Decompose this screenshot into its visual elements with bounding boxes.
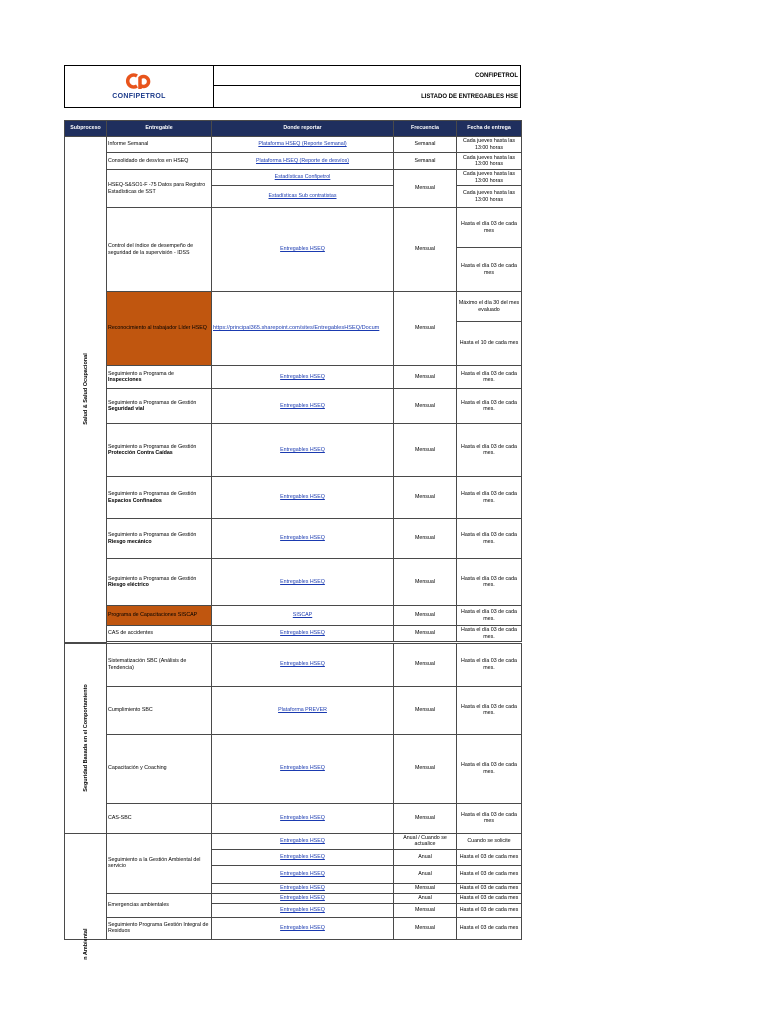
report-link[interactable]: Entregables HSEQ bbox=[212, 903, 394, 917]
fecha-cell: Hasta el 03 de cada mes bbox=[457, 883, 522, 893]
entregable-cell: CAS-SBC bbox=[107, 803, 212, 833]
table-row bbox=[65, 153, 522, 170]
frecuencia-cell: Mensual bbox=[394, 559, 457, 606]
entregable-cell: Informe Semanal bbox=[107, 137, 212, 153]
fecha-cell: Cada jueves hasta las 13:00 horas bbox=[457, 153, 522, 170]
entregable-cell: Cumplimiento SBC bbox=[107, 686, 212, 734]
table-row bbox=[65, 477, 522, 519]
frecuencia-cell: Semanal bbox=[394, 137, 457, 153]
fecha-cell: Hasta el 03 de cada mes bbox=[457, 893, 522, 903]
fecha-cell: Hasta el día 03 de cada mes. bbox=[457, 686, 522, 734]
report-link[interactable]: SISCAP bbox=[212, 606, 394, 626]
col-frecuencia: Frecuencia bbox=[394, 121, 457, 137]
fecha-cell: Hasta el día 03 de cada mes. bbox=[457, 519, 522, 559]
report-link[interactable]: Entregables HSEQ bbox=[212, 559, 394, 606]
entregable-cell: Programa de Capacitaciones SISCAP bbox=[107, 606, 212, 626]
frecuencia-cell: Mensual bbox=[394, 366, 457, 389]
fecha-cell: Hasta el día 03 de cada mes. bbox=[457, 424, 522, 477]
report-link[interactable]: Entregables HSEQ bbox=[212, 803, 394, 833]
entregable-cell: Sistematización SBC (Análisis de Tendencia) bbox=[107, 643, 212, 686]
fecha-cell: Hasta el día 03 de cada mes. bbox=[457, 559, 522, 606]
col-subproceso: Subproceso bbox=[65, 121, 107, 137]
entregable-cell: Seguimiento a Programas de Gestión Seguridad vial bbox=[107, 389, 212, 424]
table-row bbox=[65, 208, 522, 248]
entregable-cell: Seguimiento a la Gestión Ambiental del servicio bbox=[107, 833, 212, 893]
frecuencia-cell: Mensual bbox=[394, 686, 457, 734]
subprocess-ambiental: n Ambiental bbox=[65, 833, 107, 940]
frecuencia-cell: Mensual bbox=[394, 917, 457, 939]
table-row bbox=[65, 137, 522, 153]
entregable-cell: CAS de accidentes bbox=[107, 626, 212, 642]
spacer-row bbox=[65, 939, 522, 940]
table-row bbox=[65, 686, 522, 734]
table-row bbox=[65, 366, 522, 389]
report-link[interactable]: Entregables HSEQ bbox=[212, 626, 394, 642]
report-link[interactable]: Entregables HSEQ bbox=[212, 424, 394, 477]
table-row bbox=[65, 606, 522, 626]
col-entregable: Entregable bbox=[107, 121, 212, 137]
fecha-cell: Hasta el día 03 de cada mes bbox=[457, 208, 522, 248]
entregable-cell: Seguimiento a Programas de Gestión Espacios Confinados bbox=[107, 477, 212, 519]
report-link[interactable]: Entregables HSEQ bbox=[212, 833, 394, 849]
fecha-cell: Hasta el día 03 de cada mes. bbox=[457, 734, 522, 803]
report-link[interactable]: Entregables HSEQ bbox=[212, 883, 394, 893]
frecuencia-cell: Mensual bbox=[394, 519, 457, 559]
col-donde-reportar: Donde reportar bbox=[212, 121, 394, 137]
report-link[interactable]: Entregables HSEQ bbox=[212, 734, 394, 803]
frecuencia-cell: Mensual bbox=[394, 643, 457, 686]
table-header-row bbox=[65, 121, 522, 137]
frecuencia-cell: Anual bbox=[394, 893, 457, 903]
table-row bbox=[65, 833, 522, 849]
frecuencia-cell: Semanal bbox=[394, 153, 457, 170]
table-row bbox=[65, 917, 522, 939]
report-link[interactable]: Entregables HSEQ bbox=[212, 849, 394, 865]
frecuencia-cell: Mensual bbox=[394, 477, 457, 519]
subprocess-sso: Salud & Salud Ocupacional bbox=[65, 137, 107, 643]
report-link[interactable]: Estadísticas Sub contratistas bbox=[212, 186, 394, 208]
report-link[interactable]: Entregables HSEQ bbox=[212, 519, 394, 559]
frecuencia-cell: Anual / Cuando se actualice bbox=[394, 833, 457, 849]
report-link[interactable]: https://principal365.sharepoint.com/sites/EntregablesHSEQ/Docum bbox=[212, 292, 394, 366]
subprocess-sbc: Seguridad Basada en el Comportamiento bbox=[65, 643, 107, 833]
document-header bbox=[64, 65, 521, 108]
entregable-cell: Seguimiento a Programas de Gestión Protección Contra Caídas bbox=[107, 424, 212, 477]
frecuencia-cell: Anual bbox=[394, 849, 457, 865]
fecha-cell: Hasta el 10 de cada mes bbox=[457, 322, 522, 366]
entregable-cell: Seguimiento a Programa de Inspecciones bbox=[107, 366, 212, 389]
frecuencia-cell: Mensual bbox=[394, 903, 457, 917]
fecha-cell: Cada jueves hasta las 13:00 horas bbox=[457, 137, 522, 153]
fecha-cell: Hasta el día 03 de cada mes bbox=[457, 248, 522, 292]
table-row bbox=[65, 803, 522, 833]
fecha-cell: Cada jueves hasta las 13:00 horas bbox=[457, 170, 522, 186]
report-link[interactable]: Plataforma HSEQ (Reporte Semanal) bbox=[212, 137, 394, 153]
fecha-cell: Hasta el día 03 de cada mes. bbox=[457, 389, 522, 424]
fecha-cell: Hasta el día 03 de cada mes. bbox=[457, 366, 522, 389]
table-row bbox=[65, 643, 522, 686]
table-row bbox=[65, 389, 522, 424]
report-link[interactable]: Entregables HSEQ bbox=[212, 917, 394, 939]
confipetrol-logo-icon bbox=[124, 73, 154, 91]
report-link[interactable]: Entregables HSEQ bbox=[212, 366, 394, 389]
report-link[interactable]: Plataforma HSEQ (Reporte de desvíos) bbox=[212, 153, 394, 170]
fecha-cell: Hasta el 03 de cada mes bbox=[457, 917, 522, 939]
col-fecha-entrega: Fecha de entrega bbox=[457, 121, 522, 137]
frecuencia-cell: Anual bbox=[394, 865, 457, 883]
table-row bbox=[65, 893, 522, 903]
fecha-cell: Hasta el 03 de cada mes bbox=[457, 849, 522, 865]
report-link[interactable]: Entregables HSEQ bbox=[212, 477, 394, 519]
entregable-cell: Seguimiento Programa Gestión Integral de Residuos bbox=[107, 917, 212, 939]
report-link[interactable]: Entregables HSEQ bbox=[212, 208, 394, 292]
logo-cell bbox=[65, 66, 214, 107]
entregable-cell: Consolidado de desvíos en HSEQ bbox=[107, 153, 212, 170]
entregable-cell: Capacitación y Coaching bbox=[107, 734, 212, 803]
fecha-cell: Hasta el día 03 de cada mes. bbox=[457, 606, 522, 626]
frecuencia-cell: Mensual bbox=[394, 606, 457, 626]
frecuencia-cell: Mensual bbox=[394, 626, 457, 642]
table-row bbox=[65, 559, 522, 606]
frecuencia-cell: Mensual bbox=[394, 883, 457, 893]
frecuencia-cell: Mensual bbox=[394, 389, 457, 424]
entregable-cell: Reconocimiento al trabajador Líder HSEQ bbox=[107, 292, 212, 366]
deliverables-table bbox=[64, 120, 522, 960]
entregable-cell: Seguimiento a Programas de Gestión Riesgo mecánico bbox=[107, 519, 212, 559]
table-row bbox=[65, 292, 522, 322]
fecha-cell: Hasta el día 03 de cada mes. bbox=[457, 643, 522, 686]
frecuencia-cell: Mensual bbox=[394, 208, 457, 292]
fecha-cell: Hasta el 03 de cada mes bbox=[457, 865, 522, 883]
table-row bbox=[65, 734, 522, 803]
report-link[interactable]: Estadísticas Confipetrol bbox=[212, 170, 394, 186]
report-link[interactable]: Plataforma PREVER bbox=[212, 686, 394, 734]
entregable-cell: Seguimiento a Programas de Gestión Riesgo eléctrico bbox=[107, 559, 212, 606]
fecha-cell: Máximo el día 30 del mes evaluado bbox=[457, 292, 522, 322]
company-title: CONFIPETROL bbox=[213, 66, 520, 86]
logo-text: CONFIPETROL bbox=[112, 93, 166, 100]
fecha-cell: Hasta el 03 de cada mes bbox=[457, 903, 522, 917]
entregable-cell: Emergencias ambientales bbox=[107, 893, 212, 917]
entregable-cell: HSEQ-S&SO1-F -75 Datos para Registro Estadísticas de SST bbox=[107, 170, 212, 208]
table-row bbox=[65, 626, 522, 642]
frecuencia-cell: Mensual bbox=[394, 803, 457, 833]
report-link[interactable]: Entregables HSEQ bbox=[212, 389, 394, 424]
frecuencia-cell: Mensual bbox=[394, 292, 457, 366]
report-link[interactable]: Entregables HSEQ bbox=[212, 643, 394, 686]
table-row bbox=[65, 424, 522, 477]
fecha-cell: Cuando se solicite bbox=[457, 833, 522, 849]
frecuencia-cell: Mensual bbox=[394, 734, 457, 803]
entregable-cell: Control del índice de desempeño de seguridad de la supervisión - IDSS bbox=[107, 208, 212, 292]
table-row bbox=[65, 170, 522, 186]
fecha-cell: Hasta el día 03 de cada mes. bbox=[457, 626, 522, 642]
document-title: LISTADO DE ENTREGABLES HSE bbox=[421, 94, 518, 100]
report-link[interactable]: Entregables HSEQ bbox=[212, 865, 394, 883]
fecha-cell: Cada jueves hasta las 13:00 horas bbox=[457, 186, 522, 208]
frecuencia-cell: Mensual bbox=[394, 424, 457, 477]
frecuencia-cell: Mensual bbox=[394, 170, 457, 208]
fecha-cell: Hasta el día 03 de cada mes bbox=[457, 803, 522, 833]
table-row bbox=[65, 519, 522, 559]
fecha-cell: Hasta el día 03 de cada mes. bbox=[457, 477, 522, 519]
report-link[interactable]: Entregables HSEQ bbox=[212, 893, 394, 903]
